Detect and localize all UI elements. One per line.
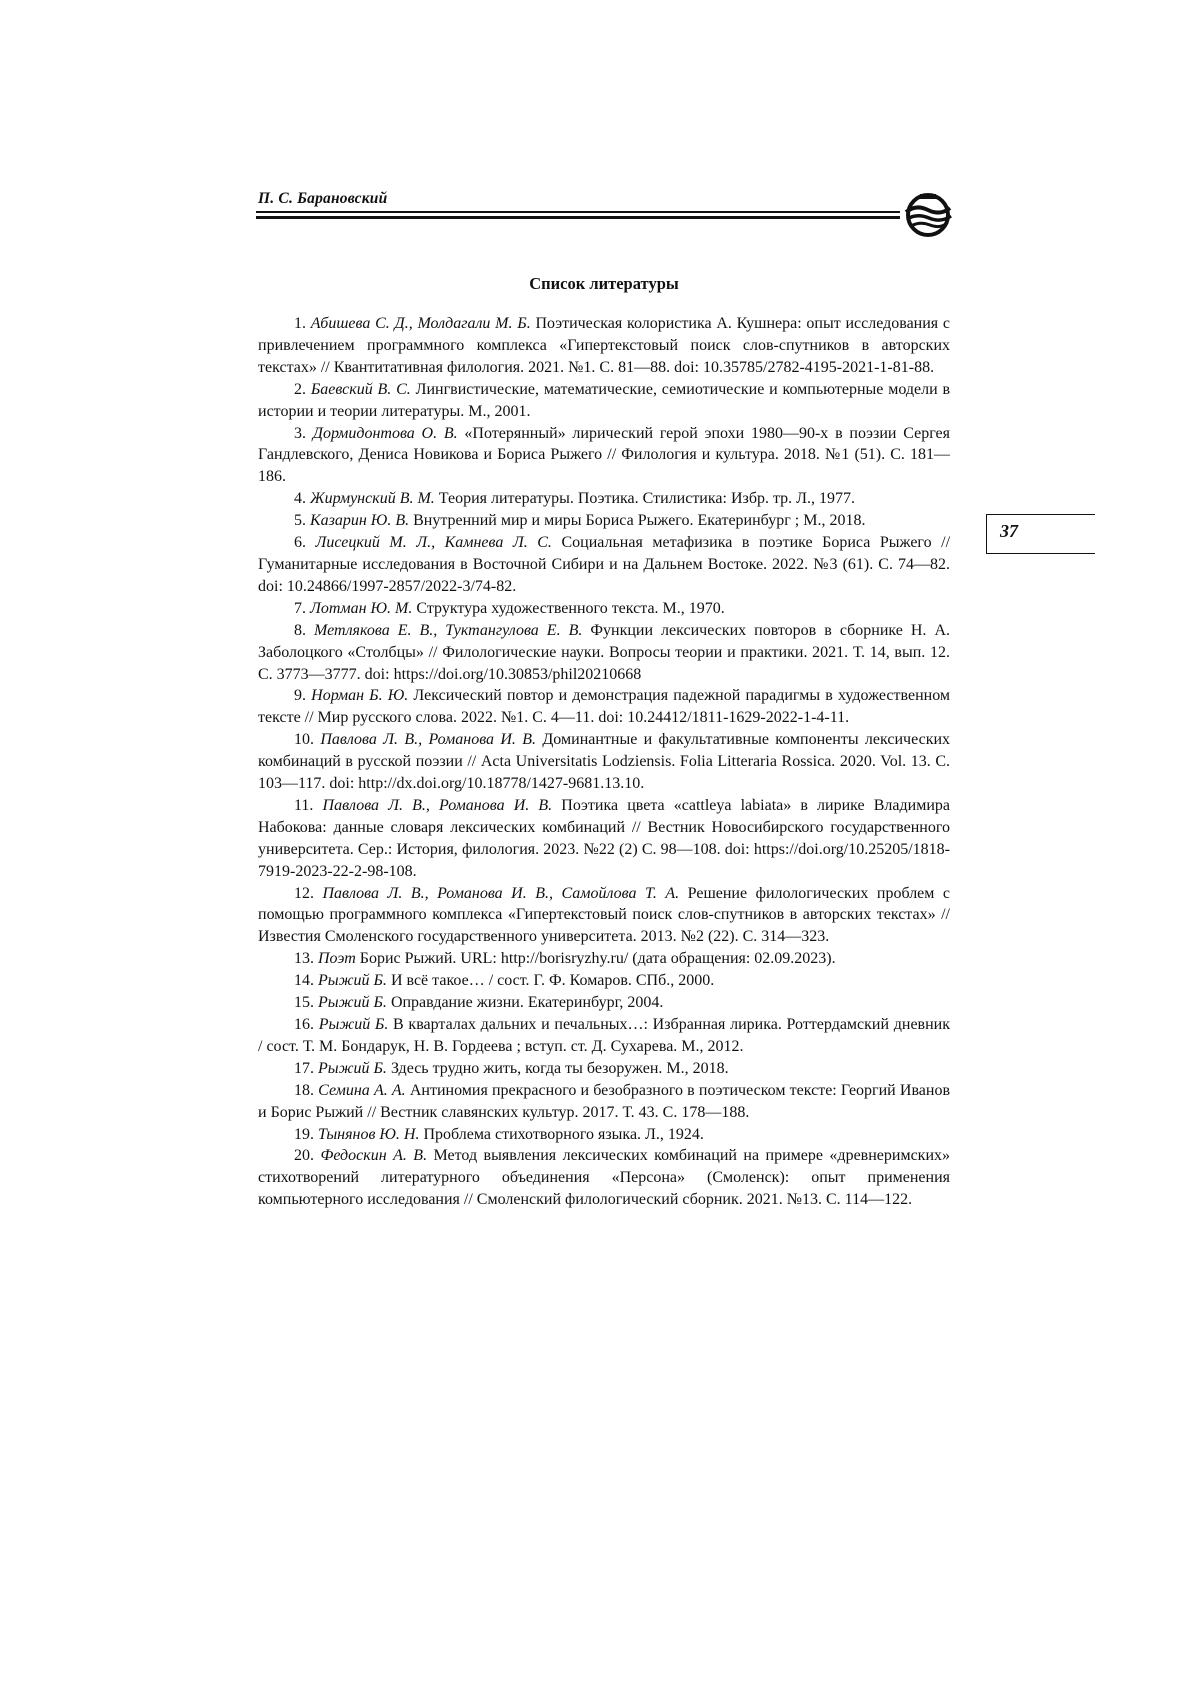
reference-number: 9. — [294, 687, 306, 705]
header-rule-thick — [256, 216, 900, 219]
reference-authors: Рыжий Б. — [318, 994, 387, 1012]
reference-authors: Павлова Л. В., Романова И. В. — [320, 731, 537, 749]
reference-authors: Павлова Л. В., Романова И. В. — [322, 796, 553, 814]
reference-number: 3. — [294, 424, 306, 442]
reference-item — [258, 948, 950, 970]
reference-text: Антиномия прекрасного и безобразного в поэтическом тексте: Георгий Иванов и Борис Рыжий // Вестник славянских культур. 2017. Т. 43. С. 178—188. — [258, 1081, 951, 1121]
reference-text: Лингвистические, математические, семиотические и компьютерные модели в истории и теории литературы. М., 2001. — [258, 380, 951, 420]
reference-item — [258, 970, 950, 992]
reference-authors: Тынянов Ю. Н. — [318, 1125, 420, 1143]
reference-text: Борис Рыжий. URL: http://borisryzhy.ru/ (дата обращения: 02.09.2023). — [359, 950, 836, 968]
reference-item — [258, 1124, 950, 1146]
reference-authors: Норман Б. Ю. — [311, 687, 409, 705]
reference-number: 1. — [294, 315, 306, 332]
reference-text: «Потерянный» лирический герой эпохи 1980—90-х в поэзии Сергея Гандлевского, Дениса Новикова и Бориса Рыжего // Филология и культура. 2018. №1 (51). С. 181—186. — [258, 424, 950, 486]
reference-number: 17. — [294, 1059, 314, 1077]
reference-number: 13. — [294, 950, 314, 968]
reference-number: 18. — [294, 1081, 314, 1099]
page-number: 37 — [1000, 521, 1018, 541]
reference-text: Теория литературы. Поэтика. Стилистика: Избр. тр. Л., 1977. — [438, 490, 855, 508]
reference-text: Здесь трудно жить, когда ты безоружен. М., 2018. — [390, 1059, 729, 1077]
reference-authors: Рыжий Б. — [318, 1016, 389, 1033]
reference-item — [258, 1145, 950, 1211]
reference-authors: Абишева С. Д., Молдагали М. Б. — [310, 315, 531, 332]
reference-text: Структура художественного текста. М., 1970. — [416, 599, 725, 617]
reference-authors: Метлякова Е. В., Туктангулова Е. В. — [314, 621, 583, 639]
reference-text: И всё такое… / сост. Г. Ф. Комаров. СПб., 2000. — [390, 972, 715, 990]
reference-item — [258, 532, 950, 598]
section-title: Список литературы — [529, 274, 679, 293]
reference-authors: Семина А. А. — [318, 1081, 406, 1099]
reference-text: Социальная метафизика в поэтике Бориса Рыжего // Гуманитарные исследования в Восточной Сибири и на Дальнем Востоке. 2022. №3 (61). С. 74—82. doi: 10.24866/1997-2857/2022-3/74-82. — [258, 534, 951, 595]
reference-item — [258, 423, 950, 489]
journal-wave-logo-icon — [902, 192, 954, 238]
reference-item — [258, 379, 950, 423]
reference-text: Решение филологических проблем с помощью программного комплекса «Гипертекстовый поиск слов-спутников в авторских текстах» // Известия Смоленского государственного университета. 2013. №2 (22). С. 314—323. — [258, 884, 950, 946]
reference-authors: Лотман Ю. М. — [310, 599, 413, 617]
reference-number: 15. — [294, 994, 314, 1012]
reference-authors: Рыжий Б. — [318, 1059, 387, 1077]
reference-number: 5. — [294, 512, 306, 530]
reference-number: 2. — [294, 380, 306, 398]
reference-item — [258, 1058, 950, 1080]
reference-number: 8. — [294, 621, 306, 639]
reference-authors: Баевский В. С. — [310, 380, 411, 398]
running-head-author: П. С. Барановский — [258, 190, 388, 207]
reference-item — [258, 685, 950, 729]
reference-text: Лексический повтор и демонстрация падежной парадигмы в художественном тексте // Мир русского слова. 2022. №1. С. 4—11. doi: 10.24412/1811-1629-2022-1-4-11. — [258, 687, 951, 727]
reference-item — [258, 992, 950, 1014]
reference-authors: Жирмунский В. М. — [310, 490, 435, 508]
reference-number: 10. — [294, 731, 314, 749]
reference-text: Поэтическая колористика А. Кушнера: опыт исследования с привлечением программного комплекса «Гипертекстовый поиск слов-спутников в авторских текстах» // Квантитативная филология. 2021. №1. С. 81—88. doi: 10.35785/2782-4195-2021-1-81-88. — [258, 315, 951, 376]
reference-text: Проблема стихотворного языка. Л., 1924. — [423, 1125, 704, 1143]
reference-item — [258, 729, 950, 795]
reference-number: 6. — [294, 534, 306, 552]
reference-text: Оправдание жизни. Екатеринбург, 2004. — [390, 994, 664, 1012]
reference-number: 20. — [294, 1147, 314, 1165]
reference-text: Функции лексических повторов в сборнике Н. А. Заболоцкого «Столбцы» // Филологические науки. Вопросы теории и практики. 2021. Т. 14, вып. 12. С. 3773—3777. doi: https://doi.org/10.30853/phil20210668 — [258, 621, 950, 683]
reference-text: Внутренний мир и миры Бориса Рыжего. Екатеринбург ; М., 2018. — [413, 512, 866, 530]
reference-number: 14. — [294, 972, 314, 990]
reference-number: 4. — [294, 490, 306, 508]
reference-text: Метод выявления лексических комбинаций на примере «древнеримских» стихотворений литературного объединения «Персона» (Смоленск): опыт применения компьютерного исследования // Смоленский филологический сборник. 2021. №13. С. 114—122. — [258, 1147, 951, 1209]
reference-item — [258, 488, 950, 510]
reference-item — [258, 598, 950, 620]
reference-number: 16. — [294, 1016, 314, 1033]
reference-authors: Поэт — [318, 950, 356, 968]
header-rule-thin — [256, 211, 900, 213]
reference-authors: Казарин Ю. В. — [310, 512, 410, 530]
reference-text: Поэтика цвета «cattleya labiata» в лирике Владимира Набокова: данные словаря лексических комбинаций // Вестник Новосибирского государственного университета. Сер.: История, филология. 2023. №22 (2) С. 98—108. doi: https://doi.org/10.25205/1818-7919-2023-22-2-98-108. — [258, 796, 951, 880]
reference-authors: Павлова Л. В., Романова И. В., Самойлова Т. А. — [322, 884, 680, 902]
reference-authors: Федоскин А. В. — [320, 1147, 428, 1165]
reference-item — [258, 620, 950, 686]
reference-authors: Лисецкий М. Л., Камнева Л. С. — [315, 534, 552, 552]
reference-number: 11. — [294, 796, 314, 814]
reference-number: 12. — [294, 884, 314, 902]
reference-item — [258, 883, 950, 949]
reference-authors: Дормидонтова О. В. — [312, 424, 458, 442]
reference-list — [258, 313, 950, 1211]
reference-text: Доминантные и факультативные компоненты лексических комбинаций в русской поэзии // Acta Universitatis Lodziensis. Folia Litteraria Rossica. 2020. Vol. 13. С. 103—117. doi: http://dx.doi.org/10.18778/1427-9681.13.10. — [258, 731, 951, 793]
reference-authors: Рыжий Б. — [318, 972, 387, 990]
reference-item — [258, 313, 950, 379]
reference-item — [258, 1080, 950, 1124]
reference-number: 7. — [294, 599, 306, 617]
reference-item — [258, 1014, 950, 1058]
reference-text: В кварталах дальних и печальных…: Избранная лирика. Роттердамский дневник / сост. Т. М. Бондарук, Н. В. Гордеева ; вступ. ст. Д. Сухарева. М., 2012. — [258, 1016, 951, 1055]
reference-item — [258, 795, 950, 883]
reference-item — [258, 510, 950, 532]
reference-number: 19. — [294, 1125, 314, 1143]
